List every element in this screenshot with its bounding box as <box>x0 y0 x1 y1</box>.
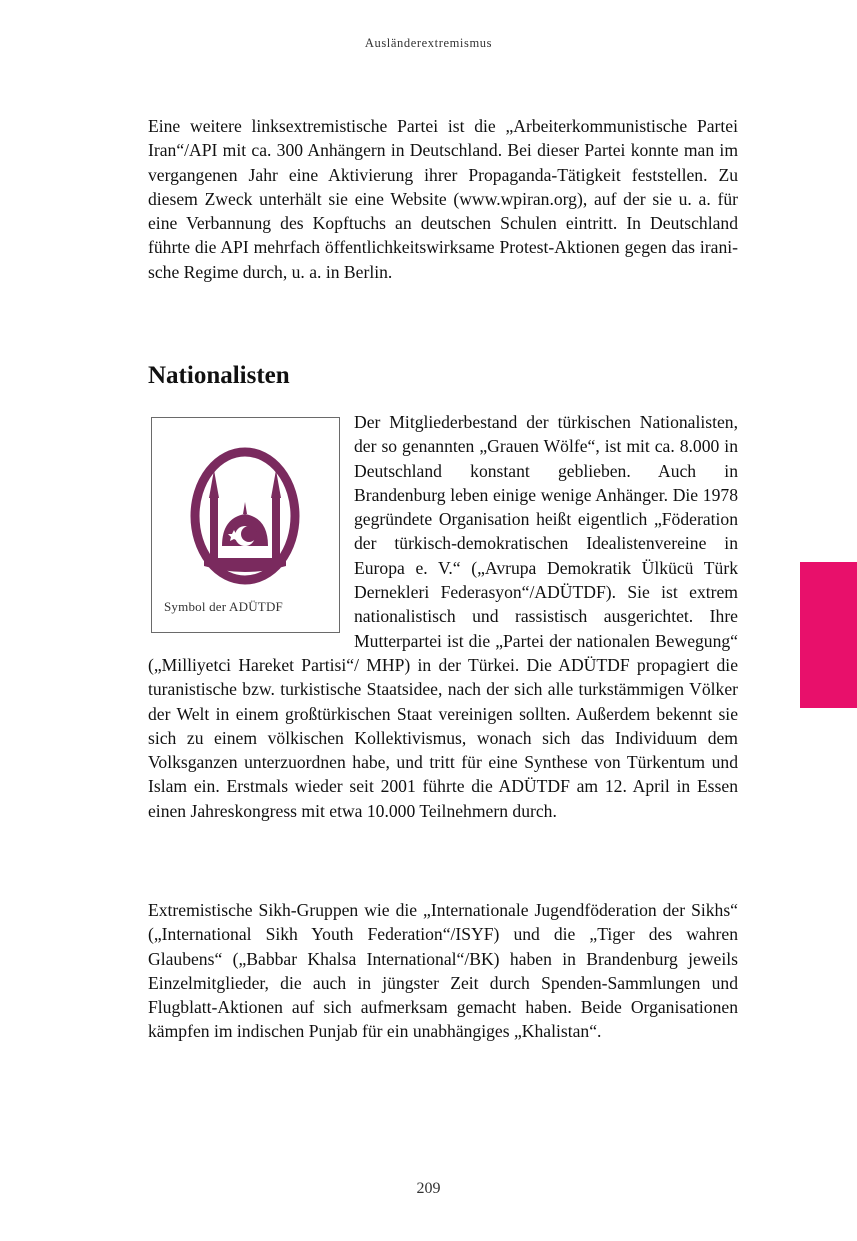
figure-caption: Symbol der ADÜTDF <box>164 599 283 614</box>
page-number: 209 <box>416 1180 441 1197</box>
chapter-tab-marker <box>800 562 857 708</box>
emblem-figure <box>151 417 340 633</box>
sikh-paragraph: Extremistische Sikh-Gruppen wie die „Internationale Jugendföderation der Sikhs“ („International Sikh Youth Federation“/ISYF) und die „Tiger des wahren Glaubens“ („Babbar Khalsa International“/BK) haben in Brandenburg jeweils Einzelmitglieder, die auch in jüngster Zeit durch Spenden-Sammlungen und Flugblatt-Aktionen auf sich aufmerksam gemacht haben. Beide Organisationen kämpfen im indischen Punjab für ein unabhängiges „Khalistan“. <box>148 900 738 1042</box>
intro-paragraph: Eine weitere linksextremistische Partei ist die „Arbeiterkommunistische Partei Iran“/API mit ca. 300 Anhängern in Deutschland. Bei dieser Partei konnte man im vergangenen Jahr eine Aktivierung ihrer Propaganda-Tätigkeit feststellen. Zu diesem Zweck unterhält sie eine Website (www.wpiran.org), auf der sie u. a. für eine Verbannung des Kopftuchs an deutschen Schulen eintritt. In Deutschland führte die API mehrfach öffentlichkeitswirksame Protest-Aktionen gegen das iranische Regime durch, u. a. in Berlin. <box>148 116 738 282</box>
running-head: Ausländerextremismus <box>364 36 493 50</box>
section-heading: Nationalisten <box>148 362 290 389</box>
mosque-crescent-emblem-icon <box>152 418 338 598</box>
nationalists-paragraph: Der Mitgliederbestand der türkischen Nationalisten, der so genannten „Grauen Wölfe“, ist mit ca. 8.000 in Deutschland konstant geblieben. Auch in Brandenburg leben einige wenige Anhänger. Die 1978 gegründete Organisation heißt eigentlich „Föderation der türkisch-demokratischen Idealistenvereine in Europa e. V.“ („Avrupa Demokratik Ülkücü Türk Dernekleri Federasyon“/ADÜTDF). Sie ist extrem nationalistisch und rassistisch ausgerichtet. Ihre Mutterpartei ist die „Partei der nationalen Bewegung“ („Milliyetci Hareket Partisi“/ MHP) in der Türkei. Die ADÜTDF propagiert die turanistische bzw. turkistische Staatsidee, nach der sich alle turkstämmigen Völker der Welt in einem großtürkischen Staat vereinigen sollten. Außerdem bekennt sie sich zu einem völkischen Kollektivismus, wonach sich das Individuum dem Volksganzen unterzuordnen habe, und tritt für eine Synthese von Türkentum und Islam ein. Erstmals wieder seit 2001 führte die ADÜTDF am 12. April in Essen einen Jahreskongress mit etwa 10.000 Teilnehmern durch. <box>148 412 738 821</box>
